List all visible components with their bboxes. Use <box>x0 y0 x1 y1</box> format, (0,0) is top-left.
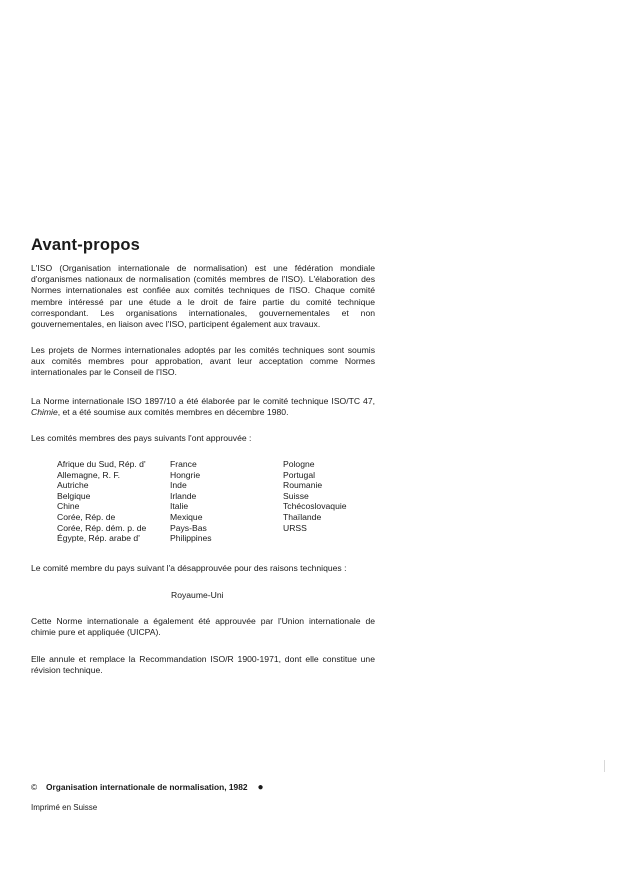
country-item: Pays-Bas <box>170 522 207 533</box>
country-item: Autriche <box>57 480 89 491</box>
country-item: Corée, Rép. de <box>57 511 116 522</box>
country-item: Afrique du Sud, Rép. d' <box>57 459 146 469</box>
paragraph-standard-origin-part2: , et a été soumise aux comités membres en décembre 1980. <box>57 407 289 418</box>
country-item: Philippines <box>170 533 212 544</box>
paragraph-approval-process: Les projets de Normes internationales adoptés par les comités techniques sont soumis aux comités membres pour approbation, avant leur acceptation comme Normes internationales par le Conseil de l'ISO. <box>31 345 375 378</box>
country-item: Tchécoslovaquie <box>283 501 347 512</box>
country-item: Irlande <box>170 490 197 501</box>
country-item: Corée, Rép. dém. p. de <box>57 522 147 533</box>
copyright-icon: © <box>31 782 38 792</box>
country-item: Chine <box>57 501 80 512</box>
scan-edge-mark <box>604 760 605 772</box>
country-item: Égypte, Rép. arabe d' <box>57 533 140 544</box>
copyright-text: Organisation internationale de normalisation, 1982 <box>46 782 248 792</box>
country-item: Inde <box>170 480 187 491</box>
paragraph-disapproving-intro: Le comité membre du pays suivant l'a désapprouvée pour des raisons techniques : <box>31 563 347 573</box>
copyright-footer <box>31 782 264 793</box>
printed-in: Imprimé en Suisse <box>31 803 98 812</box>
country-item: Belgique <box>57 490 91 501</box>
country-column <box>283 459 347 533</box>
bullet-icon: ● <box>257 782 264 793</box>
country-item: Roumanie <box>283 480 323 491</box>
country-column <box>57 459 146 544</box>
country-item: Suisse <box>283 490 309 501</box>
paragraph-approving-intro: Les comités membres des pays suivants l'ont approuvée : <box>31 433 252 443</box>
paragraph-iso-intro: L'ISO (Organisation internationale de normalisation) est une fédération mondiale d'organismes nationaux de normalisation (comités membres de l'ISO). L'élaboration des Normes internationales est confiée aux comités techniques de l'ISO. Chaque comité membre intéressé par une étude a le droit de faire partie du comité technique correspondant. Les organisations internationales, gouvernementales et non gouvernementales, en liaison avec l'ISO, participent également aux travaux. <box>31 263 375 330</box>
country-item: France <box>170 459 197 469</box>
country-item: URSS <box>283 522 307 533</box>
country-item: Allemagne, R. F. <box>57 469 121 480</box>
country-column <box>170 459 212 544</box>
country-item: Hongrie <box>170 469 201 480</box>
paragraph-standard-origin <box>31 396 375 418</box>
page-title: Avant-propos <box>31 236 141 254</box>
country-item: Thaïlande <box>283 511 322 522</box>
paragraph-uicpa-approval: Cette Norme internationale a également été approuvée par l'Union internationale de chimie pure et appliquée (UICPA). <box>31 616 375 638</box>
paragraph-replacement: Elle annule et remplace la Recommandation ISO/R 1900-1971, dont elle constitue une révision technique. <box>31 654 375 676</box>
disapproving-country: Royaume-Uni <box>171 590 224 600</box>
country-item: Portugal <box>283 469 316 480</box>
country-item: Pologne <box>283 459 315 469</box>
committee-name: Chimie <box>31 407 58 418</box>
country-item: Mexique <box>170 511 203 522</box>
paragraph-standard-origin-part1: La Norme internationale ISO 1897/10 a été élaborée par le comité technique ISO/TC 47, <box>31 396 375 406</box>
country-item: Italie <box>170 501 189 512</box>
